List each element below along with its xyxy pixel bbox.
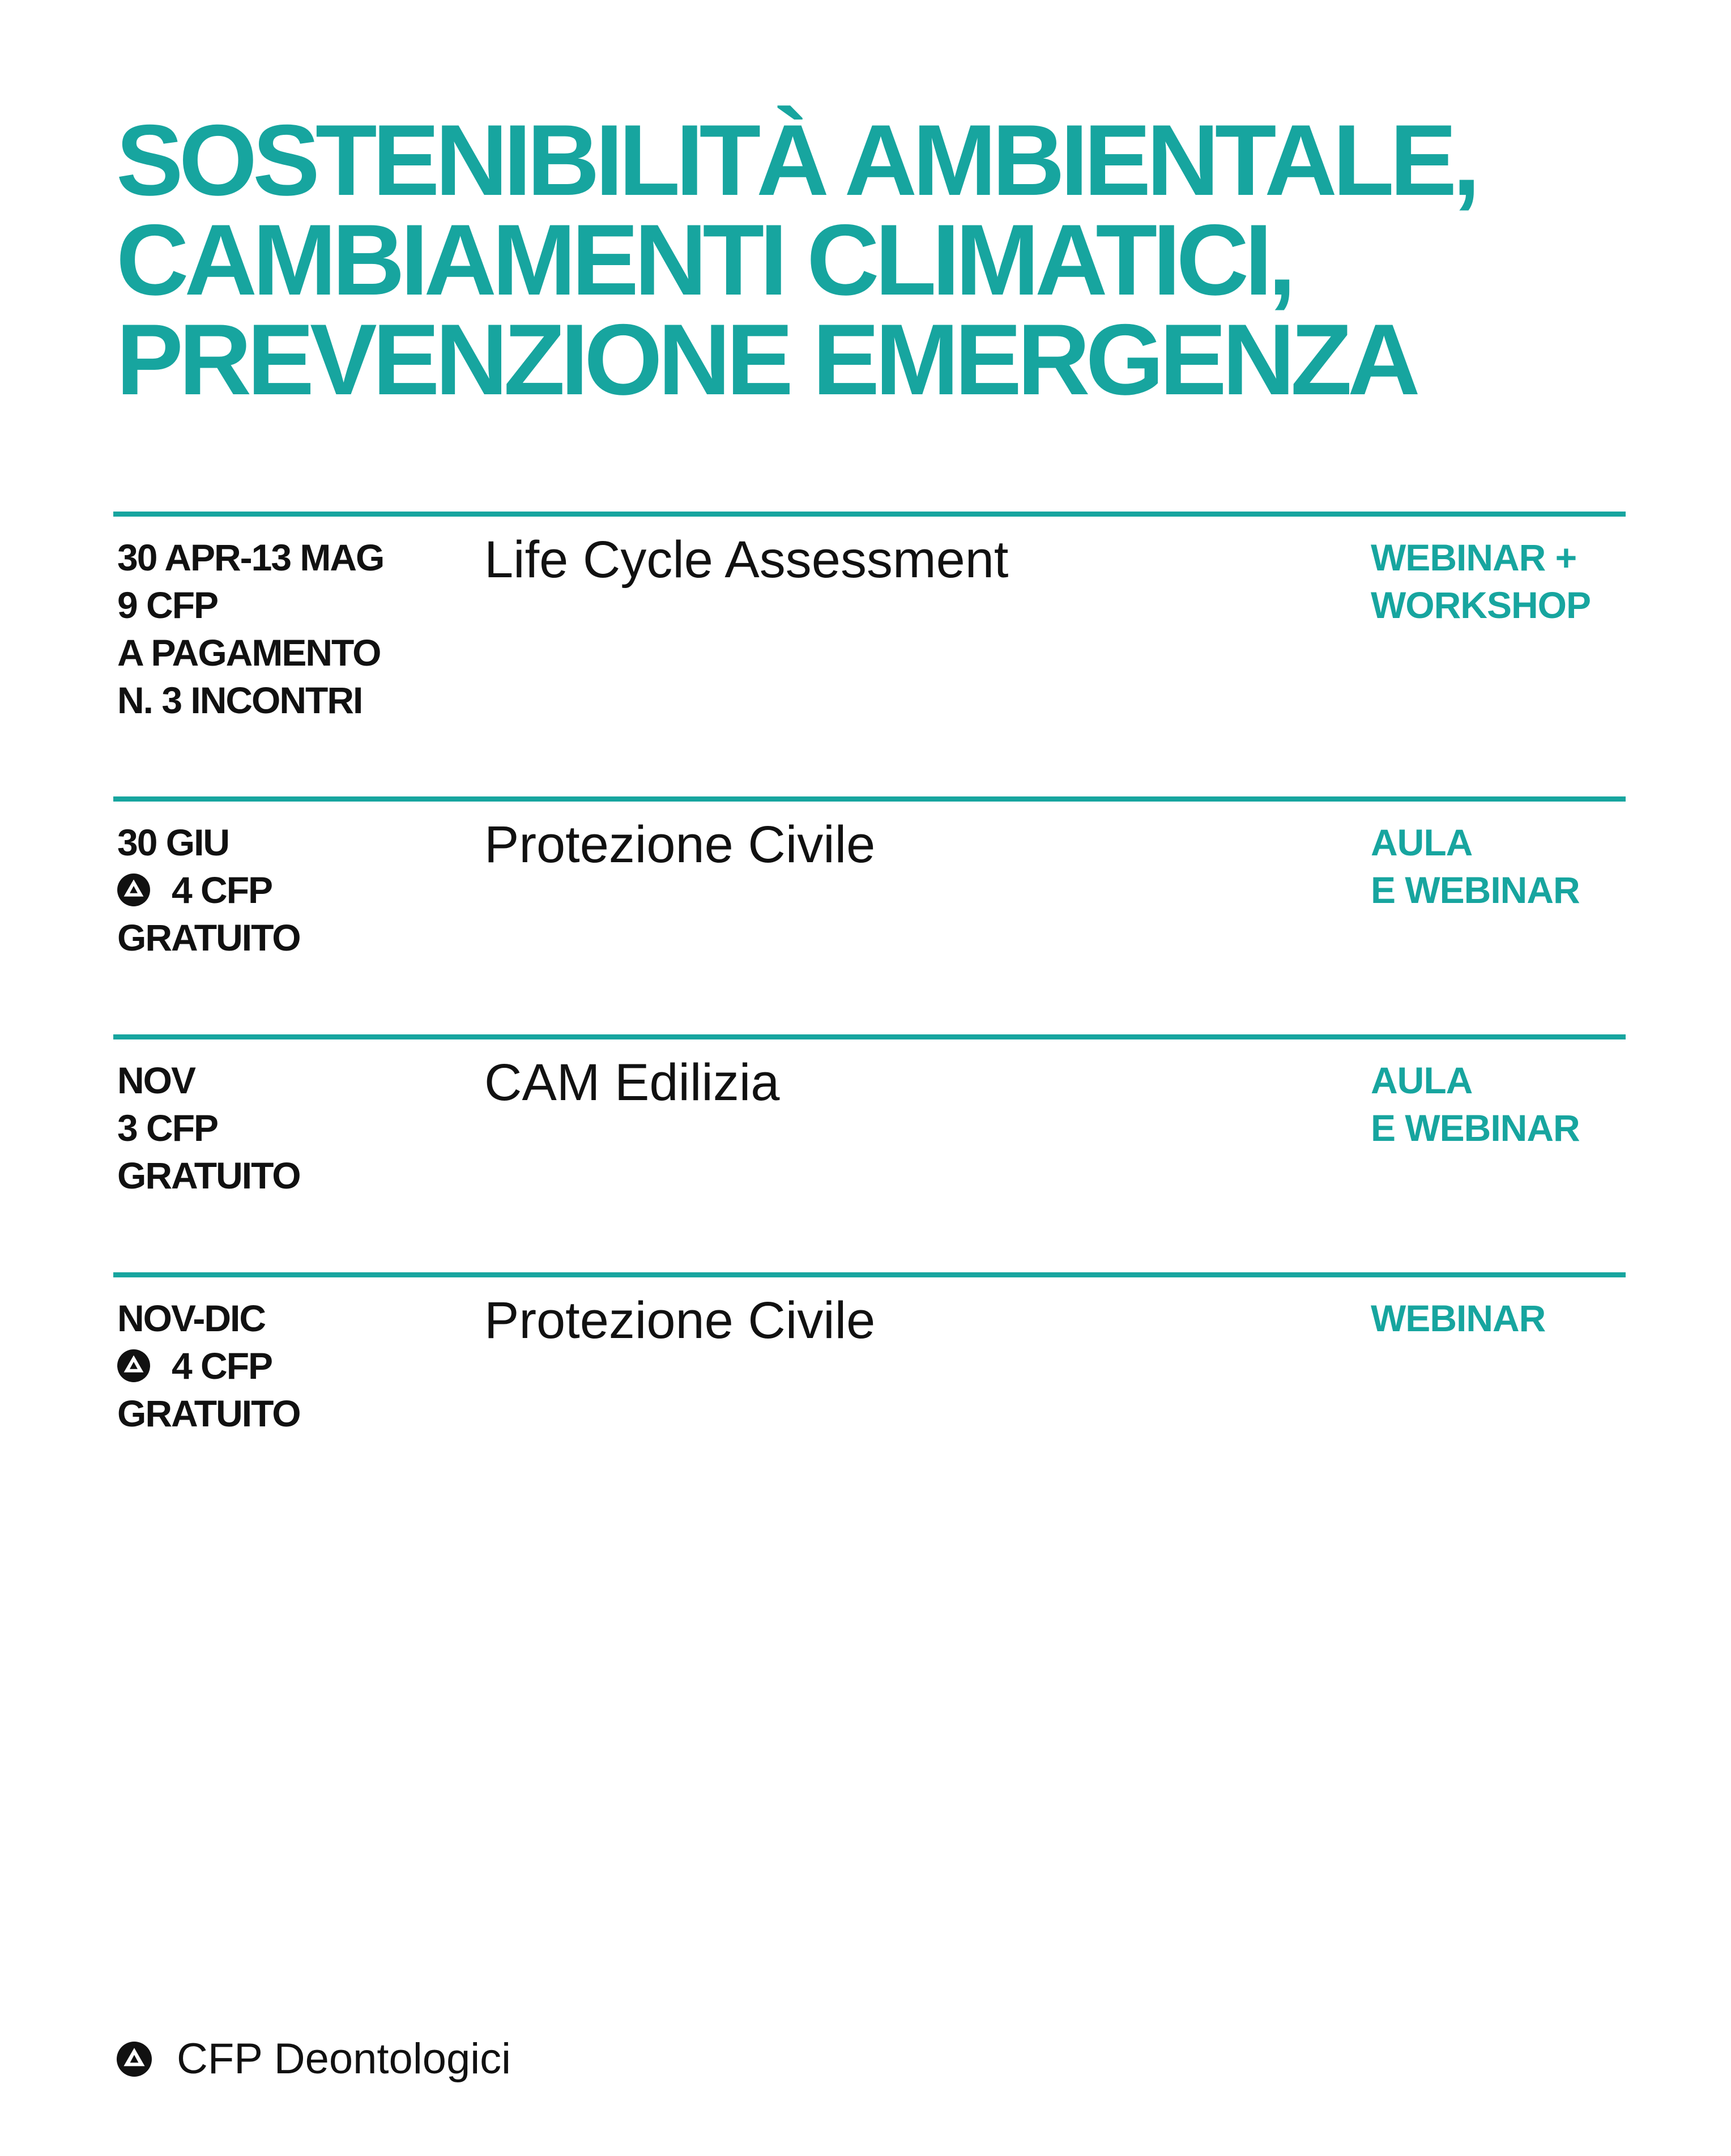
event-meta: [117, 1056, 480, 1199]
deontological-cfp-legend: [117, 2034, 511, 2085]
event-meta: [117, 1294, 480, 1437]
event-meetings: N. 3 INCONTRI: [117, 679, 363, 721]
title-line: PREVENZIONE EMERGENZA: [116, 303, 1416, 416]
event-cost: GRATUITO: [117, 1392, 300, 1434]
event-row-protezione-civile-june: [113, 796, 1626, 1034]
course-title: CAM Edilizia: [484, 1054, 780, 1111]
event-cfp: 4 CFP: [172, 1345, 272, 1387]
event-row-protezione-civile-november: [113, 1272, 1626, 1493]
event-cfp-with-icon: [117, 866, 480, 914]
title-line: CAMBIAMENTI CLIMATICI,: [116, 203, 1292, 316]
course-title: Protezione Civile: [484, 1292, 876, 1349]
deontology-triangle-icon: [117, 2042, 152, 2077]
title-line: SOSTENIBILITÀ AMBIENTALE,: [116, 104, 1476, 216]
training-schedule: [113, 512, 1626, 1493]
event-format-line: E WEBINAR: [1371, 1107, 1580, 1149]
legend-label: CFP Deontologici: [177, 2035, 511, 2083]
event-format-line: WEBINAR: [1371, 1297, 1546, 1339]
event-date: 30 GIU: [117, 821, 229, 863]
event-format-line: WEBINAR +: [1371, 536, 1577, 578]
page-title: [116, 104, 1679, 416]
event-cost: A PAGAMENTO: [117, 632, 381, 674]
event-cost: GRATUITO: [117, 1154, 300, 1196]
deontology-triangle-icon: [117, 874, 150, 906]
event-row-cam-edilizia: [113, 1034, 1626, 1272]
event-format-line: AULA: [1371, 821, 1473, 863]
event-date: NOV: [117, 1059, 195, 1101]
course-title: Life Cycle Assessment: [484, 531, 1009, 589]
event-format: [1371, 534, 1665, 629]
event-cfp-with-icon: [117, 1342, 480, 1390]
event-date: 30 APR-13 MAG: [117, 536, 384, 578]
event-row-life-cycle-assessment: [113, 512, 1626, 796]
event-date: NOV-DIC: [117, 1297, 266, 1339]
deontology-triangle-icon: [117, 1349, 150, 1382]
event-cfp: 4 CFP: [172, 869, 272, 911]
event-cost: GRATUITO: [117, 917, 300, 958]
event-cfp: 3 CFP: [117, 1107, 218, 1149]
event-meta: [117, 534, 480, 724]
event-format: [1371, 1294, 1665, 1342]
event-format: [1371, 1056, 1665, 1152]
event-meta: [117, 819, 480, 961]
course-title: Protezione Civile: [484, 816, 876, 874]
event-format: [1371, 819, 1665, 914]
event-format-line: WORKSHOP: [1371, 584, 1591, 626]
event-format-line: AULA: [1371, 1059, 1473, 1101]
event-format-line: E WEBINAR: [1371, 869, 1580, 911]
event-cfp: 9 CFP: [117, 584, 218, 626]
